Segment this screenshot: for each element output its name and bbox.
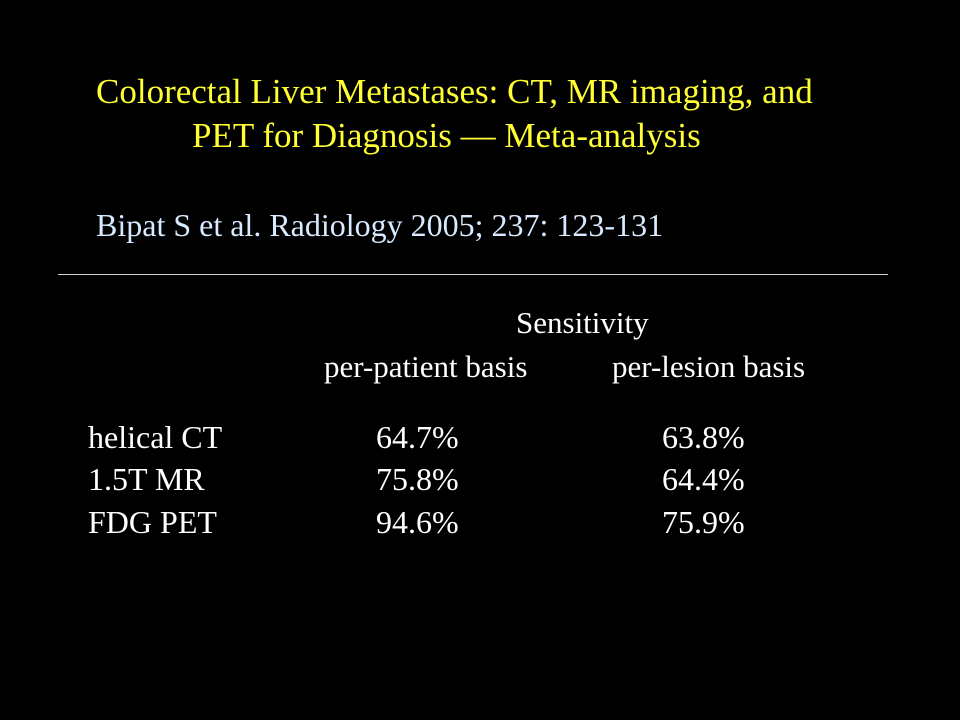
citation: Bipat S et al. Radiology 2005; 237: 123-131 [96,207,664,243]
slide-title-line-2: PET for Diagnosis — Meta-analysis [192,116,701,155]
cell-per-lesion-fdg-pet: 75.9% [662,504,745,540]
column-header-per-patient: per-patient basis [324,349,528,384]
divider [58,274,888,275]
row-label-fdg-pet: FDG PET [88,504,217,540]
cell-per-lesion-helical-ct: 63.8% [662,419,745,455]
column-header-per-lesion: per-lesion basis [612,349,806,384]
cell-per-lesion-mr: 64.4% [662,461,745,497]
row-label-mr: 1.5T MR [88,461,205,497]
row-label-helical-ct: helical CT [88,419,223,455]
cell-per-patient-mr: 75.8% [376,461,459,497]
slide-title-line-1: Colorectal Liver Metastases: CT, MR imaging, and [96,72,813,111]
sensitivity-header: Sensitivity [516,305,649,340]
cell-per-patient-helical-ct: 64.7% [376,419,459,455]
cell-per-patient-fdg-pet: 94.6% [376,504,459,540]
